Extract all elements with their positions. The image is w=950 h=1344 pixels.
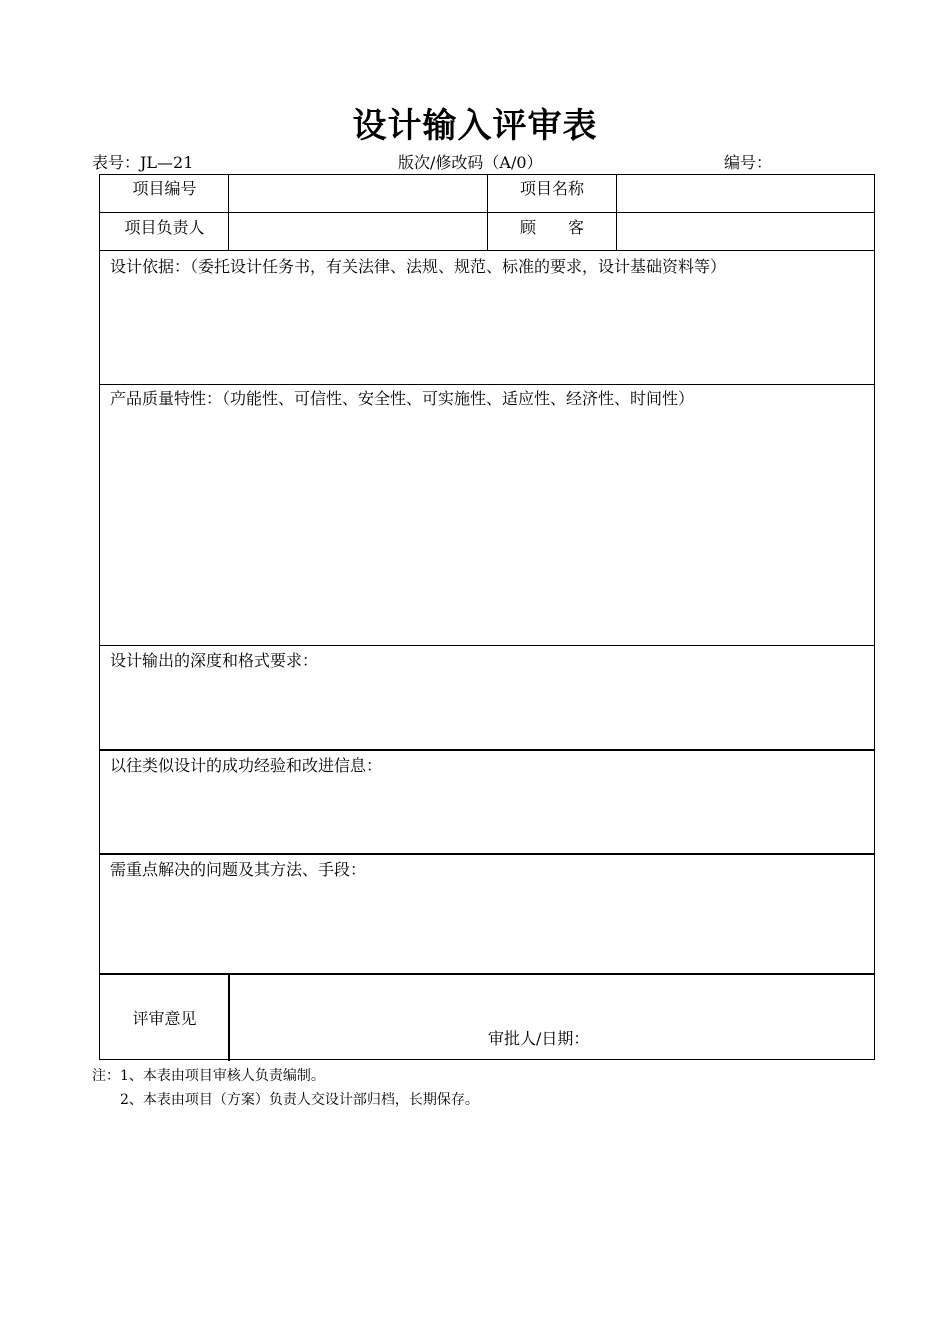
project-name-label: 项目名称	[519, 179, 584, 198]
approver-date-label: 审批人/日期：	[488, 1029, 590, 1048]
page-title: 设计输入评审表	[352, 106, 598, 146]
project-number-field[interactable]	[229, 175, 487, 213]
col-divider	[616, 175, 617, 251]
past-experience-label: 以往类似设计的成功经验和改进信息：	[110, 756, 383, 775]
col-divider	[487, 175, 488, 251]
project-lead-field[interactable]	[229, 213, 487, 251]
design-basis-label: 设计依据：（委托设计任务书，有关法律、法规、规范、标准的要求，设计基础资料等）	[110, 257, 727, 276]
review-form	[99, 174, 875, 1060]
client-field[interactable]	[617, 213, 875, 251]
quality-features-field[interactable]	[100, 385, 875, 646]
revision-code: 版次/修改码（A/0）	[398, 153, 543, 172]
note-1: 注：1、本表由项目审核人负责编制。	[92, 1068, 325, 1084]
form-number: 表号：JL—21	[92, 153, 194, 172]
col-divider	[228, 175, 229, 251]
project-number-label: 项目编号	[132, 179, 197, 198]
output-requirements-label: 设计输出的深度和格式要求：	[110, 651, 319, 670]
note-2: 2、本表由项目（方案）负责人交设计部归档，长期保存。	[120, 1092, 479, 1108]
key-issues-label: 需重点解决的问题及其方法、手段：	[110, 860, 367, 879]
project-name-field[interactable]	[617, 175, 875, 213]
project-lead-label: 项目负责人	[124, 218, 205, 237]
client-label: 顾 客	[519, 218, 584, 237]
serial-number: 编号：	[724, 153, 773, 172]
quality-features-label: 产品质量特性：（功能性、可信性、安全性、可实施性、适应性、经济性、时间性）	[110, 389, 695, 408]
review-opinion-label: 评审意见	[132, 1009, 197, 1028]
